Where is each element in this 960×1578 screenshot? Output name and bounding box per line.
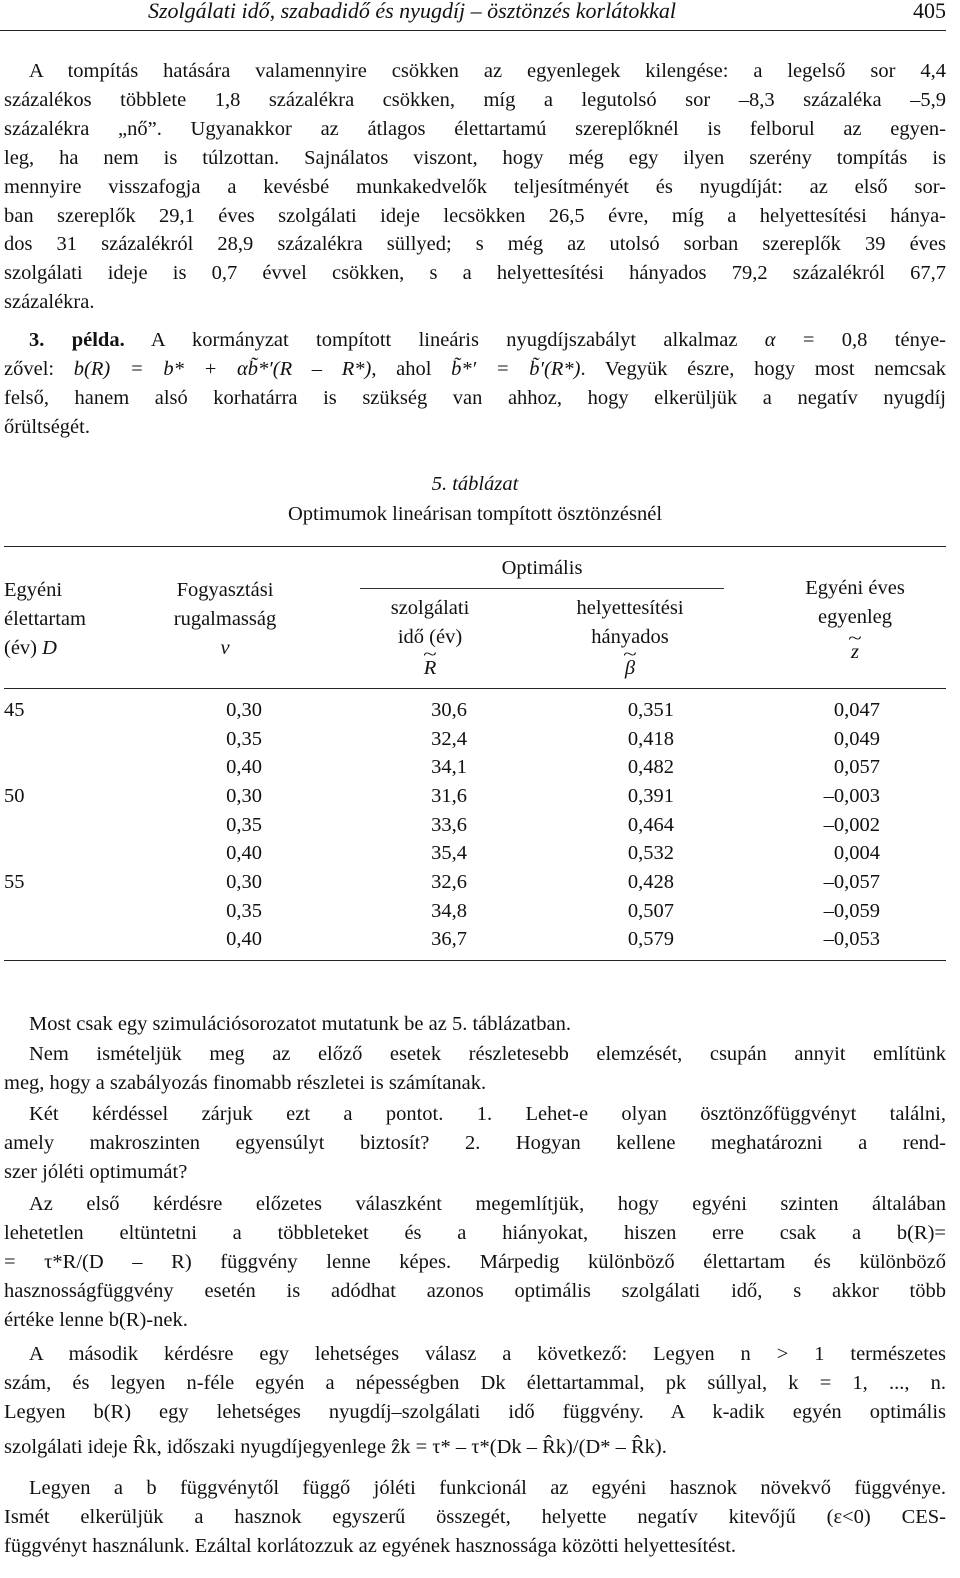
text-line: mennyire visszafogja a kevésbé munkakedvelők teljesítményét és nyugdíját: az első sor- — [4, 175, 946, 198]
text-line: százalékos többlete 1,8 százalékra csökken, míg a legutolsó sor –8,3 százaléka –5,9 — [4, 88, 946, 111]
table-cell: –0,003 — [823, 784, 880, 807]
table-cell: 0,507 — [627, 899, 674, 922]
table-cell: 0,047 — [833, 699, 880, 721]
d-symbol: D — [42, 637, 57, 659]
table-cell: 0,40 — [226, 842, 262, 865]
header-text: szolgálati — [390, 597, 470, 619]
table-cell: –0,002 — [823, 813, 880, 836]
table-cell: 0,40 — [226, 756, 262, 779]
text-line — [4, 326, 946, 355]
alpha-symbol: α — [764, 329, 776, 351]
header-text: Fogyasztási — [176, 579, 274, 601]
nu-symbol: ν — [220, 637, 230, 659]
text-span: zővel: — [4, 357, 74, 380]
table-cell: 32,4 — [431, 727, 467, 750]
table-cell: 0,35 — [226, 813, 262, 836]
text-line: dos 31 százalékról 28,9 százalékra süllyed; s még az utolsó sorban szereplők 39 éves — [4, 233, 946, 256]
table-cell: –0,057 — [823, 870, 880, 893]
header-elasticity — [150, 576, 300, 663]
page-number: 405 — [913, 0, 946, 23]
table-cell: 32,6 — [431, 870, 467, 893]
text-line: szolgálati ideje is 0,7 évvel csökken, s a helyettesítési hányados 79,2 százalékról 67,7 — [4, 262, 946, 285]
header-text: élettartam — [4, 608, 86, 630]
text-line: szer jóléti optimumát? — [4, 1160, 188, 1183]
table-cell: 34,8 — [431, 899, 467, 922]
table-top-rule — [4, 546, 946, 547]
header-text: Egyéni éves — [805, 577, 905, 599]
table-cell: 50 — [4, 784, 25, 807]
r-tilde-symbol: ~ R — [424, 654, 437, 683]
text-line: szám, és legyen n-féle egyén a népességben Dk élettartammal, pk súllyal, k = 1, ..., n. — [4, 1371, 946, 1394]
table-header-rule — [4, 688, 946, 689]
table-group-rule — [360, 588, 724, 589]
text-line: Két kérdéssel zárjuk ezt a pontot. 1. Lehet-e olyan ösztönzőfüggvényt találni, — [29, 1103, 946, 1125]
header-text: helyettesítési — [576, 597, 684, 619]
text-line: amely makroszinten egyensúlyt biztosít? 2. Hogyan kellene meghatározni a rend- — [4, 1131, 946, 1154]
table-bottom-rule — [4, 960, 946, 961]
text-line: Az első kérdésre előzetes válaszként megemlítjük, hogy egyéni szinten általában — [29, 1193, 946, 1215]
header-text — [4, 634, 144, 663]
table-cell: 0,057 — [833, 756, 880, 779]
table-cell: 0,428 — [627, 870, 674, 893]
text-span: , ahol — [371, 357, 452, 380]
paragraph-simulation — [4, 1010, 946, 1039]
text-line: százalékra „nő”. Ugyanakkor az átlagos élettartamú szereplőknél is felborul az egyen- — [4, 117, 946, 140]
table-cell: 0,532 — [627, 842, 674, 865]
table-cell: 0,30 — [226, 870, 262, 893]
text-line: ban szereplők 29,1 éves szolgálati ideje lecsökken 26,5 évre, míg a helyettesítési hánya- — [4, 204, 946, 227]
text-line: leg, ha nem is túlzottan. Sajnálatos viszont, hogy még egy ilyen szerény tompítás is — [4, 146, 946, 169]
beta-tilde-symbol: ~ β — [625, 654, 635, 683]
text-line: százalékra. — [4, 291, 95, 314]
table-cell: 0,30 — [226, 699, 262, 721]
header-replacement-ratio — [550, 594, 710, 683]
text-line: értéke lenne b(R)-nek. — [4, 1308, 188, 1331]
table-cell — [4, 925, 64, 954]
table-cell: 55 — [4, 870, 25, 893]
header-text: egyenleg — [818, 606, 892, 628]
example-label: 3. példa. — [29, 329, 125, 351]
text-line: őrültségét. — [4, 415, 90, 438]
table-number: 5. táblázat — [431, 473, 519, 495]
table-cell: 0,482 — [627, 756, 674, 779]
text-line — [4, 355, 946, 384]
table-cell: 0,464 — [627, 813, 674, 836]
header-text: (év) — [4, 637, 43, 659]
example-3-paragraph — [4, 326, 946, 442]
text-span: = 0,8 ténye- — [775, 329, 947, 351]
z-tilde-symbol: ~ z — [851, 638, 859, 667]
running-title: Szolgálati idő, szabadidő és nyugdíj – ösztönzés korlátokkal — [148, 0, 676, 23]
text-line: lehetetlen eltüntetni a többleteket és a hiányokat, hiszen erre csak a b(R)= — [4, 1221, 946, 1244]
paragraph-details — [4, 1040, 946, 1098]
header-service-time — [350, 594, 510, 683]
table-cell: 0,35 — [226, 899, 262, 922]
table-cell: 30,6 — [431, 699, 467, 721]
text-line — [4, 1010, 946, 1039]
text-line: A tompítás hatására valamennyire csökken az egyenlegek kilengése: a legelső sor 4,4 — [29, 60, 946, 82]
table-cell: 0,579 — [627, 928, 674, 951]
text-span: Most csak egy szimulációsorozatot mutatunk be az 5. táblázatban. — [29, 1013, 571, 1035]
header-balance — [760, 574, 950, 667]
table-cell: 31,6 — [431, 784, 467, 807]
table-cell: –0,053 — [823, 928, 880, 951]
paragraph-intro — [4, 57, 946, 317]
table-cell: 35,4 — [431, 842, 467, 865]
table-cell: 0,35 — [226, 727, 262, 750]
text-span: A kormányzat tompított lineáris nyugdíjszabályt alkalmaz — [124, 329, 765, 351]
text-line: Nem ismételjük meg az előző esetek részletesebb elemzését, csupán annyit említünk — [29, 1043, 946, 1065]
text-line: A második kérdésre egy lehetséges válasz a következő: Legyen n > 1 természetes — [29, 1343, 946, 1365]
paragraph-second-answer — [4, 1340, 946, 1462]
table-cell: 0,30 — [226, 784, 262, 807]
paragraph-questions — [4, 1100, 946, 1187]
table-cell — [4, 725, 64, 754]
table-cell: 0,049 — [833, 727, 880, 750]
text-span: . Vegyük észre, hogy most nemcsak — [580, 357, 946, 380]
header-text: hányados — [591, 626, 669, 648]
table-cell — [4, 811, 64, 840]
header-text — [4, 637, 57, 659]
text-line: felső, hanem alsó korhatárra is szükség van ahhoz, hogy elkerüljük a negatív nyugdíj — [4, 386, 946, 409]
text-line: függvényt használunk. Ezáltal korlátozzuk az egyének hasznossága közötti helyettesítést. — [4, 1534, 737, 1557]
table-cell: 0,351 — [627, 699, 674, 721]
table-cell: 36,7 — [431, 928, 467, 951]
paragraph-first-answer — [4, 1190, 946, 1335]
formula-b-derivative: b̃*′ = b̃′(R*) — [451, 357, 581, 380]
text-line: Legyen b(R) egy lehetséges nyugdíj–szolgálati idő függvény. A k-adik egyén optimális — [4, 1400, 946, 1423]
formula-b-of-r: b(R) = b* + αb̃*′(R – R*) — [73, 357, 372, 380]
text-line: meg, hogy a szabályozás finomabb részletei is számítanak. — [4, 1071, 487, 1094]
table-cell: 0,391 — [627, 784, 674, 807]
table-cell — [4, 753, 64, 782]
table-cell: 34,1 — [431, 756, 467, 779]
table-cell: 0,418 — [627, 727, 674, 750]
table-cell: 45 — [4, 699, 25, 721]
header-text: Egyéni — [4, 579, 63, 601]
header-optimal: Optimális — [501, 557, 583, 579]
running-head — [0, 0, 946, 31]
text-line: Legyen a b függvénytől függő jóléti funkcionál az egyéni hasznok növekvő függvénye. — [29, 1477, 946, 1499]
paragraph-welfare — [4, 1474, 946, 1561]
header-text: rugalmasság — [173, 608, 277, 630]
table-cell — [4, 897, 64, 926]
table-cell: 0,004 — [833, 842, 880, 865]
table-cell — [4, 839, 64, 868]
text-line: = τ*R/(D – R) függvény lenne képes. Márpedig különböző élettartam és különböző — [4, 1250, 946, 1273]
table-cell: 33,6 — [431, 813, 467, 836]
table-cell: 0,40 — [226, 928, 262, 951]
text-line: Ismét elkerüljük a hasznok egyszerű összegét, helyette negatív kitevőjű (ε<0) CES- — [4, 1505, 946, 1528]
header-lifetime — [4, 576, 144, 663]
text-line: szolgálati ideje R̂k, időszaki nyugdíjegyenlege ẑk = τ* – τ*(Dk – R̂k)/(D* – R̂k). — [4, 1435, 667, 1458]
table-cell: –0,059 — [823, 899, 880, 922]
table-title: Optimumok lineárisan tompított ösztönzésnél — [287, 503, 663, 525]
text-line: hasznosságfüggvény esetén is adódhat azonos optimális szolgálati idő, s akkor több — [4, 1279, 946, 1302]
header-text: idő (év) — [397, 626, 463, 648]
